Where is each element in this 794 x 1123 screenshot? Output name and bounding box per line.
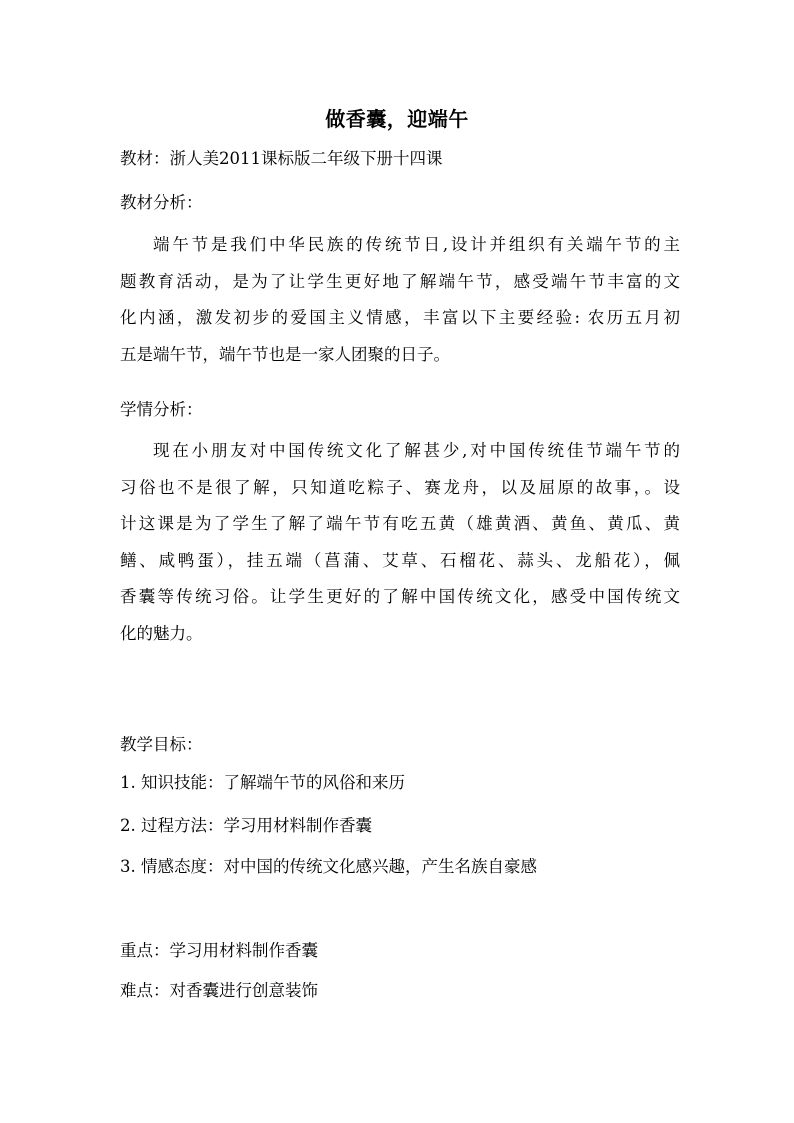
analysis-line: 题教育活动，是为了让学生更好地了解端午节，感受端午节丰富的文 (120, 271, 680, 291)
goal-item-emotion: 3. 情感态度：对中国的传统文化感兴趣，产生名族自豪感 (120, 857, 537, 876)
document-title: 做香囊，迎端午 (325, 107, 469, 131)
students-line: 香囊等传统习俗。让学生更好的了解中国传统文化，感受中国传统文 (120, 587, 680, 606)
difficulty-point: 难点：对香囊进行创意装饰 (120, 981, 318, 1000)
goal-item-knowledge: 1. 知识技能：了解端午节的风俗和来历 (120, 773, 405, 792)
analysis-line: 化内涵，激发初步的爱国主义情感，丰富以下主要经验: 农历五月初 (120, 308, 680, 327)
analysis-paragraph (120, 227, 680, 373)
students-line: 化的魅力。 (120, 623, 203, 643)
students-line: 现在小朋友对中国传统文化了解甚少,对中国传统佳节端午节的 (153, 441, 680, 460)
students-paragraph (120, 433, 680, 652)
students-heading: 学情分析： (120, 400, 203, 419)
goal-item-process: 2. 过程方法：学习用材料制作香囊 (120, 816, 372, 835)
analysis-heading: 教材分析： (120, 193, 203, 212)
students-line: 计这课是为了学生了解了端午节有吃五黄（雄黄酒、黄鱼、黄瓜、黄 (120, 514, 680, 533)
analysis-line: 五是端午节，端午节也是一家人团聚的日子。 (120, 344, 450, 364)
students-line: 鳝、咸鸭蛋），挂五端（菖蒲、艾草、石榴花、蒜头、龙船花），佩 (120, 550, 680, 570)
textbook-info: 教材：浙人美2011课标版二年级下册十四课 (120, 149, 443, 168)
analysis-line: 端午节是我们中华民族的传统节日,设计并组织有关端午节的主 (153, 235, 680, 254)
students-line: 习俗也不是很了解，只知道吃粽子、赛龙舟，以及屈原的故事，。设 (120, 477, 680, 497)
key-point: 重点：学习用材料制作香囊 (120, 941, 318, 960)
goals-heading: 教学目标： (120, 735, 203, 754)
